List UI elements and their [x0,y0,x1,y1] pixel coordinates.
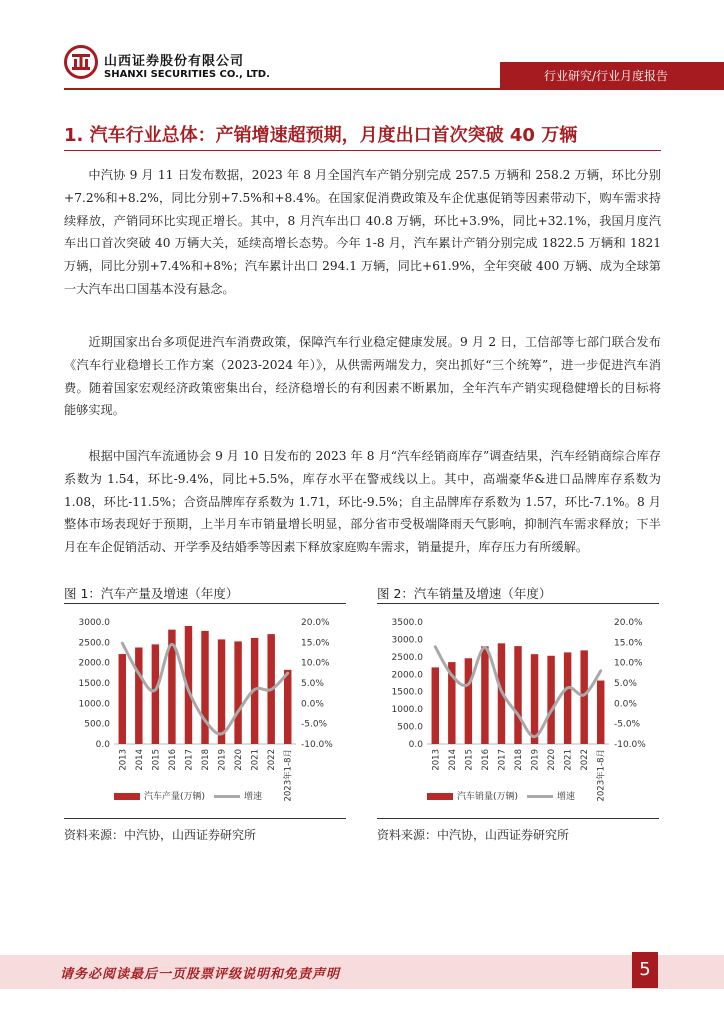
x-axis-tick-label: 2021 [250,749,261,771]
section-title: 1. 汽车行业总体：产销增速超预期，月度出口首次突破 40 万辆 [64,125,578,146]
left-axis-tick-label: 1000.0 [78,699,110,710]
paragraph: 近期国家出台多项促进汽车消费政策，保障汽车行业稳定健康发展。9 月 2 日，工信部等七部门联合发布《汽车行业稳增长工作方案（2023-2024 年）》，从供需两端发力，突出抓好“三个统筹”，进一步促进汽车消费。随着国家宏观经济政策密集出台，经济稳增长的有利因素不断累加，全年汽车产销实现稳健增长的目标将能够实现。 [64,335,661,418]
left-axis-tick-label: 1500.0 [78,679,110,689]
company-name-en: SHANXI SECURITIES CO., LTD. [104,69,270,80]
left-axis-tick-label: 500.0 [397,722,423,733]
figure-2-title: 图 2：汽车销量及增速（年度） [377,586,552,601]
figure-1-source: 资料来源：中汽协，山西证券研究所 [64,828,257,842]
figure-2-bottom-rule [377,818,659,819]
x-axis-tick-label: 2017 [497,749,508,771]
x-axis-tick-label: 2021 [563,749,574,771]
right-axis-tick-label: -5.0% [301,719,328,730]
report-type-band [500,62,724,88]
header-divider [64,88,724,90]
chart-bar [514,646,521,744]
right-axis-tick-label: 20.0% [614,618,643,628]
x-axis-tick-label: 2020 [234,749,245,771]
legend-bar-label: 汽车产量(万辆) [144,792,206,802]
chart-bar [218,639,225,744]
right-axis-tick-label: -10.0% [614,740,646,750]
left-axis-tick-label: 2000.0 [391,670,423,681]
chart-bar [119,654,126,744]
right-axis-tick-label: -10.0% [301,740,333,750]
footer-disclaimer: 请务必阅读最后一页股票评级说明和免责声明 [60,967,341,982]
chart-bar [564,652,571,744]
x-axis-tick-label: 2017 [184,749,195,771]
right-axis-tick-label: 0.0% [301,699,324,710]
legend-bar-swatch [427,793,453,800]
chart-bar [284,670,291,744]
x-axis-tick-label: 2014 [447,749,458,771]
legend-bar-label: 汽车销量(万辆) [457,792,519,802]
left-axis-tick-label: 500.0 [84,719,110,730]
legend-bar-swatch [114,793,140,800]
chart-bar [597,681,604,744]
right-axis-tick-label: 15.0% [614,638,643,649]
left-axis-tick-label: 2000.0 [78,658,110,669]
legend-line-label: 增速 [244,792,263,802]
left-axis-tick-label: 3000.0 [78,618,110,628]
chart-bar [531,654,538,744]
chart-bar [432,667,439,744]
left-axis-tick-label: 3000.0 [391,635,423,646]
right-axis-tick-label: 0.0% [614,699,637,710]
x-axis-tick-label: 2018 [514,749,524,771]
company-name-cn: 山西证券股份有限公司 [104,54,245,69]
chart-bar [135,647,142,744]
x-axis-tick-label: 2013 [431,749,442,771]
chart-bar [465,658,472,744]
section-title-rule [64,150,661,151]
x-axis-tick-label: 2022 [267,749,278,771]
left-axis-tick-label: 3500.0 [391,618,423,628]
report-type-label: 行业研究/行业月度报告 [543,69,668,83]
right-axis-tick-label: 15.0% [301,638,330,649]
right-axis-tick-label: 10.0% [301,658,330,669]
figure-2-source: 资料来源：中汽协，山西证券研究所 [377,828,570,842]
chart-bar [152,644,159,744]
x-axis-tick-label: 2013 [118,749,129,771]
right-axis-tick-label: 5.0% [614,679,637,689]
chart-bar [547,656,554,744]
figure-1-title: 图 1：汽车产量及增速（年度） [64,586,239,601]
figure-1-chart [64,606,346,815]
left-axis-tick-label: 0.0 [408,740,423,750]
x-axis-tick-label: 2014 [134,749,145,771]
chart-bar [580,650,587,744]
figure-1-top-rule [64,603,346,604]
x-axis-tick-label: 2020 [547,749,558,771]
x-axis-tick-label: 2023年1-8月 [283,749,294,802]
x-axis-tick-label: 2016 [167,749,178,771]
x-axis-tick-label: 2018 [201,749,211,771]
left-axis-tick-label: 1500.0 [391,687,423,698]
x-axis-tick-label: 2015 [151,749,162,771]
page-header [0,0,724,94]
right-axis-tick-label: 20.0% [301,618,330,628]
right-axis-tick-label: 10.0% [614,658,643,669]
figure-2-top-rule [377,603,659,604]
chart-bar [481,646,488,744]
left-axis-tick-label: 1000.0 [391,705,423,716]
x-axis-tick-label: 2019 [530,749,541,771]
paragraph: 根据中国汽车流通协会 9 月 10 日发布的 2023 年 8 月“汽车经销商库存”调查结果，汽车经销商综合库存系数为 1.54，环比-9.4%，同比+5.5%，库存水平在警戒线以上。其中，高端豪华&进口品牌库存系数为 1.08，环比-11.5%；合资品牌库存系数为 1.71，环比-9.5%；自主品牌库存系数为 1.57，环比-7.1%。8 月整体市场表现好于预期，上半月车市销量增长明显，部分省市受极端降雨天气影响，抑制汽车需求释放；下半月在车企促销活动、开学季及结婚季等因素下释放家庭购车需求，销量提升，库存压力有所缓解。 [64,449,661,555]
chart-bar [201,631,208,744]
company-logo-icon [64,45,98,79]
left-axis-tick-label: 2500.0 [391,652,423,663]
right-axis-tick-label: 5.0% [301,679,324,689]
chart-bar [234,641,241,744]
paragraph: 中汽协 9 月 11 日发布数据，2023 年 8 月全国汽车产销分别完成 257.5 万辆和 258.2 万辆，环比分别+7.2%和+8.2%，同比分别+7.5%和+8.4%。在国家促消费政策及车企优惠促销等因素带动下，购车需求持续释放，产销同环比实现正增长。其中，8 月汽车出口 40.8 万辆，环比+3.9%，同比+32.1%，我国月度汽车出口首次突破 40 万辆大关，延续高增长态势。今年 1-8 月，汽车累计产销分别完成 1822.5 万辆和 1821 万辆，同比分别+7.4%和+8%；汽车累计出口 294.1 万辆，同比+61.9%，全年突破 400 万辆、成为全球第一大汽车出口国基本没有悬念。 [64,168,661,296]
right-axis-tick-label: -5.0% [614,719,641,730]
x-axis-tick-label: 2023年1-8月 [596,749,607,802]
figure-2-chart [377,606,659,815]
x-axis-tick-label: 2019 [217,749,228,771]
legend-line-label: 增速 [557,792,576,802]
left-axis-tick-label: 2500.0 [78,638,110,649]
page-number: 5 [632,952,658,988]
x-axis-tick-label: 2022 [580,749,591,771]
left-axis-tick-label: 0.0 [95,740,110,750]
x-axis-tick-label: 2016 [480,749,491,771]
figure-1-bottom-rule [64,818,346,819]
x-axis-tick-label: 2015 [464,749,475,771]
page-footer [0,955,724,989]
